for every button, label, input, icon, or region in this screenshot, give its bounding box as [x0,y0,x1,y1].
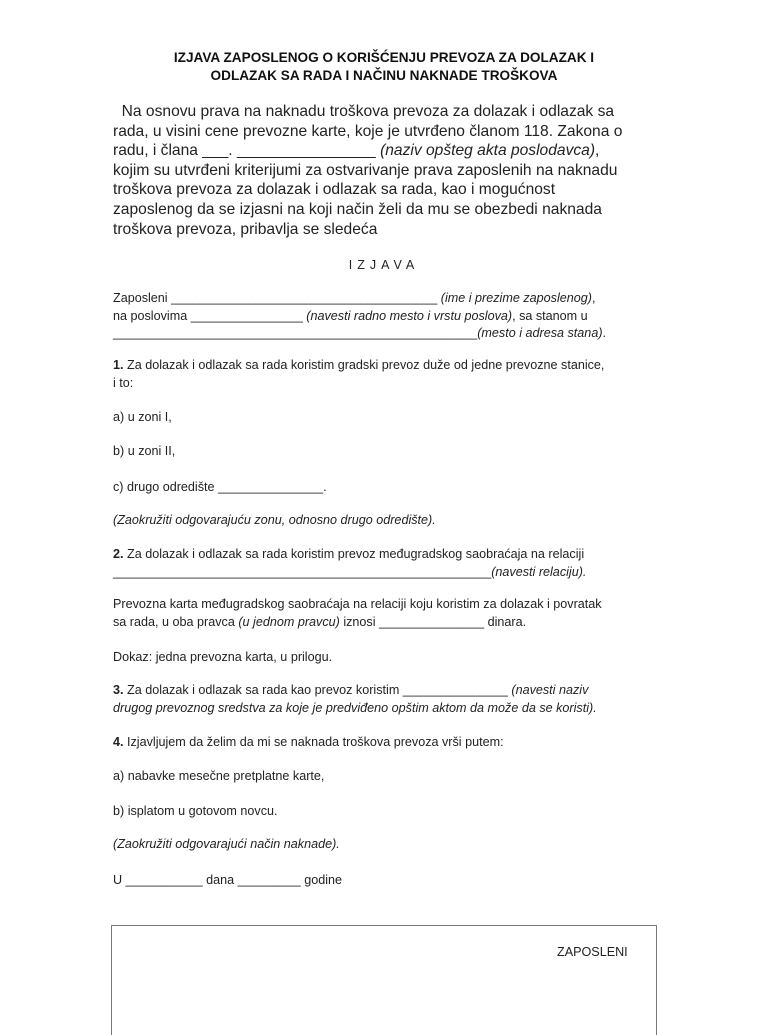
option-4a: a) nabavke mesečne pretplatne karte, [113,769,325,783]
intro-line [113,141,673,161]
section-4 [113,734,673,752]
intro-line: troškova prevoza za dolazak i odlazak sa rada, kao i mogućnost [113,181,556,199]
ticket-italic-note: (u jednom pravcu) [238,614,340,629]
section-number: 3. [113,683,124,697]
option-4b: b) isplatom u gotovom novcu. [113,804,278,818]
employee-text: , sa stanom u [512,308,588,323]
date-line: U ___________ dana _________ godine [113,873,343,887]
title-line-1: IZJAVA ZAPOSLENOG O KORIŠĆENJU PREVOZA ZA DOLAZAK I [173,50,595,65]
intro-line: zaposlenog da se izjasni na koji način želi da mu se obezbedi naknada [113,200,602,218]
option-1c: c) drugo odredište _______________. [113,480,327,494]
section-text: Za dolazak i odlazak sa rada koristim prevoz međugradskog saobraćaja na relaciji [123,547,585,561]
employee-line [113,325,673,343]
section-1-line [113,357,673,375]
employee-line [113,290,673,308]
employee-italic-note: (navesti radno mesto i vrstu poslova) [306,308,513,323]
intro-line: troškova prevoza, pribavlja se sledeća [113,220,378,238]
section-text: Izjavljujem da želim da mi se naknada troškova prevoza vrši putem: [123,735,504,749]
option-1b: b) u zoni II, [113,444,176,458]
ticket-line: Prevozna karta međugradskog saobraćaja na relaciji koju koristim za dolazak i povratak [113,597,602,611]
section-3 [113,682,673,717]
section-4-note: (Zaokružiti odgovarajući način naknade). [113,837,340,851]
section-1-note: (Zaokružiti odgovarajuću zonu, odnosno drugo odredište). [113,513,436,527]
section-number: 1. [113,358,124,372]
employee-text: , [591,291,596,305]
employee-text: ____________________________________________________ [113,326,478,340]
employee-line [113,308,673,326]
section-1-line: i to: [113,375,134,390]
employee-text: na poslovima ________________ [113,308,307,323]
ticket-paragraph [113,596,673,631]
section-2 [113,546,673,581]
intro-line: kojim su utvrđeni kriterijumi za ostvarivanje prava zaposlenih na naknadu [113,161,618,179]
section-text: Za dolazak i odlazak sa rada koristim gradski prevoz duže od jedne prevozne stanice, [123,358,605,372]
option-1a: a) u zoni I, [113,410,172,424]
intro-italic-note: (naziv opšteg akta poslodavca) [380,142,596,160]
intro-paragraph [113,102,673,239]
section-2-line [113,564,673,582]
intro-line: rada, u visini cene prevozne karte, koje je utvrđeno članom 118. Zakona o [113,122,623,140]
section-3-line [113,682,673,700]
signature-box [111,925,657,1035]
section-text: Za dolazak i odlazak sa rada kao prevoz koristim _______________ [123,683,512,697]
section-3-line: drugog prevoznog sredstva za koje je predviđeno opštim aktom da može da se koristi). [113,700,597,715]
employee-italic-note: (mesto i adresa stana) [477,326,603,340]
document-title [100,49,668,85]
ticket-text: iznosi _______________ dinara. [339,614,527,629]
section-number: 2. [113,547,124,561]
title-line-2: ODLAZAK SA RADA I NAČINU NAKNADE TROŠKOVA [210,68,558,83]
section-italic-note: (navesti relaciju). [491,564,587,579]
employee-text: . [602,326,607,340]
employee-text: Zaposleni ______________________________________ [113,291,441,305]
statement-heading: IZJAVA [348,258,420,272]
section-text: ______________________________________________________ [113,564,492,579]
employee-block [113,290,673,343]
section-italic-note: (navesti naziv [511,683,589,697]
proof-line: Dokaz: jedna prevozna karta, u prilogu. [113,650,333,664]
section-1 [113,357,673,392]
employee-italic-note: (ime i prezime zaposlenog) [440,291,592,305]
section-2-line [113,546,673,564]
signature-label: ZAPOSLENI [557,945,628,959]
intro-line: Na osnovu prava na naknadu troškova prevoza za dolazak i odlazak sa [113,103,615,120]
ticket-line [113,614,673,632]
intro-text: radu, i člana ___. ________________ [113,142,381,160]
intro-text: , [595,142,600,160]
section-number: 4. [113,735,124,749]
ticket-text: sa rada, u oba pravca [113,614,239,629]
section-4-line [113,734,673,752]
